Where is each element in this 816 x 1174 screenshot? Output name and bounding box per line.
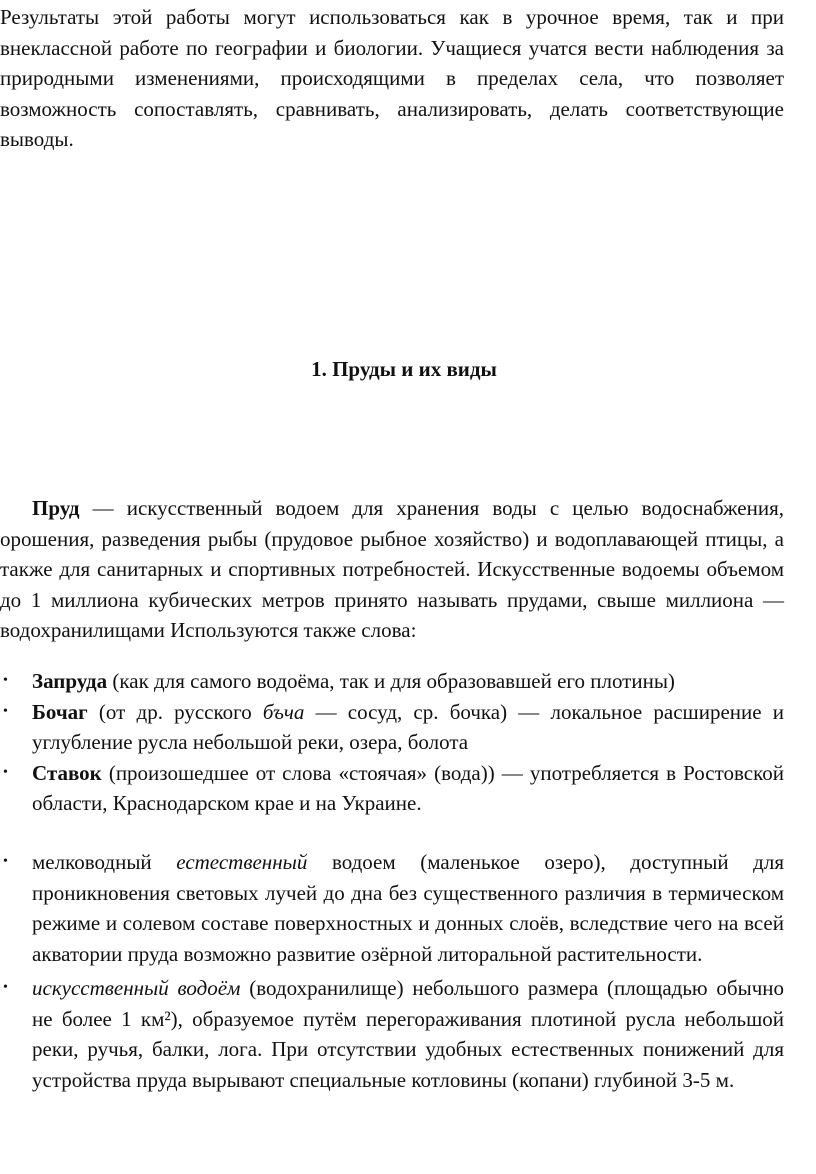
bullet-icon: • [3,854,8,869]
meaning-text: мелководный [32,850,177,874]
synonym-italic: бъча [262,699,305,724]
intro-paragraph: Результаты этой работы могут использоваться как в урочное время, так и при внеклассной работе по географии и биологии. Учащиеся учатся вести наблюдения за природными изменениями, происходящими в пределах села, что позволяет возможность сопоставлять, сравнивать, анализировать, делать соответствующие выводы. [0,5,784,151]
synonym-text: (произошедшее от слова «стоячая» (вода)) — употребляется в Ростовской области, Краснодарском крае и на Украине. [32,760,784,815]
pond-term: Пруд [32,496,80,520]
meaning-list [0,847,784,1095]
synonym-list [0,666,784,819]
synonym-text: (от др. русского [87,699,263,724]
pond-definition-text: — искусственный водоем для хранения воды с целью водоснабжения, орошения, разведения рыбы (прудовое рыбное хозяйство) и водоплавающей птицы, а также для санитарных и спортивных потребностей. Искусственные водоемы объемом до 1 миллиона кубических метров принято называть прудами, свыше миллиона — водохранилищами Используются также слова: [0,496,784,642]
meaning-italic: искусственный водоём [32,976,241,1000]
synonym-term: Бочаг [32,699,88,724]
meaning-text: (водохранилище) небольшого размера (площадью обычно не более 1 км²), образуемое путём перегораживания плотиной русла небольшой реки, ручья, балки, лога. При отсутствии удобных естественных понижений для устройства пруда вырывают специальные котловины (копани) глубиной 3-5 м. [32,976,784,1092]
section-heading: 1. Пруды и их виды [311,357,497,381]
synonym-text: (как для самого водоёма, так и для образовавшей его плотины) [107,669,675,693]
synonym-term: Ставок [32,760,102,785]
meaning-text: водоем (маленькое озеро), доступный для проникновения световых лучей до дна без существенного различия в термическом режиме и солевом составе поверхностных и донных слоёв, вследствие чего на всей акватории пруда возможно развитие озёрной литоральной растительности. [32,850,784,966]
bullet-icon: • [3,703,8,719]
pond-definition-paragraph [0,493,784,646]
list-item [0,697,784,758]
list-item [0,847,784,969]
list-item [0,973,784,1095]
synonym-term: Запруда [32,669,108,693]
bullet-icon: • [3,673,8,688]
synonym-text: — сосуд, ср. бочка) — локальное расширение и углубление русла небольшой реки, озера, болота [32,699,784,754]
list-item [0,666,784,697]
meaning-italic: естественный [176,850,308,874]
bullet-icon: • [3,980,8,995]
bullet-icon: • [3,764,8,780]
list-item [0,758,784,819]
